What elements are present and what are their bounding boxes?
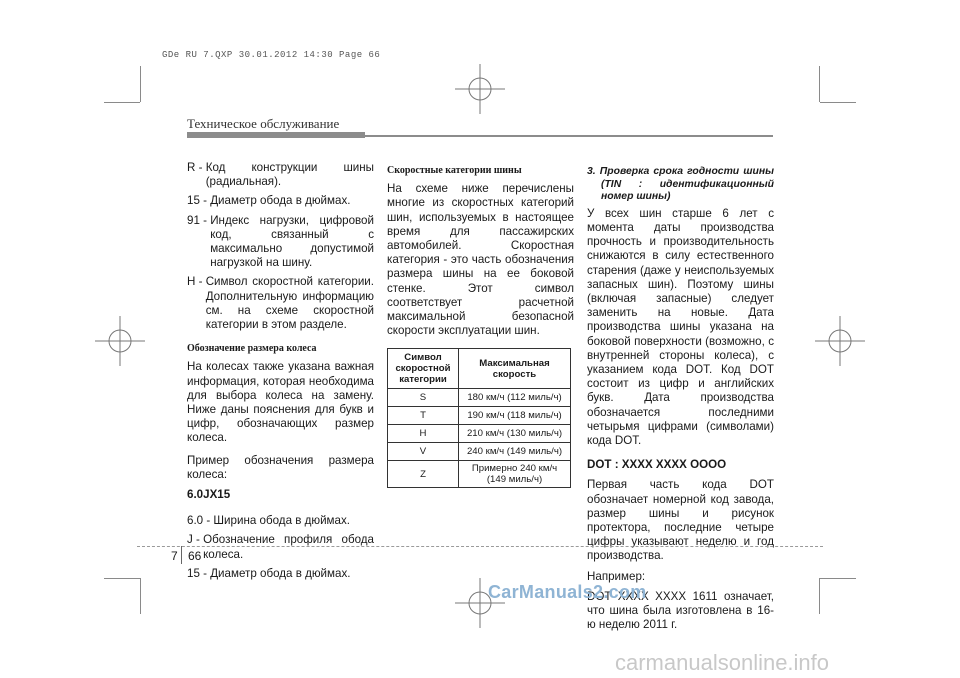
list-item: 91 - Индекс нагрузки, цифровой код, связанный с максимально допустимой нагрузкой на шину. — [187, 213, 374, 270]
column-middle — [387, 164, 574, 488]
subheading-speed-ratings: Скоростные категории шины — [387, 165, 522, 176]
paragraph: Пример обозначения размера колеса: — [187, 453, 374, 481]
crop-mark — [140, 578, 141, 614]
header-bar — [187, 132, 365, 138]
crop-mark — [819, 578, 820, 614]
table-row: V 240 км/ч (149 миль/ч) — [388, 443, 571, 461]
table-header-row — [388, 349, 571, 389]
list-item: R - Код конструкции шины (радиальная). — [187, 161, 374, 189]
subheading-tin: 3. Проверка срока годности шины (TIN : идентификационный номер шины) — [587, 166, 774, 203]
table-row: H 210 км/ч (130 миль/ч) — [388, 425, 571, 443]
crop-mark — [140, 66, 141, 102]
table-header: Максимальная скорость — [459, 349, 571, 389]
paragraph: На схеме ниже перечислены многие из скоростных категорий шин, используемых в настоящее время для пассажирских автомобилей. Скоростная категория - это часть обозначения размера шины на ее боковой стенке. Этот символ соответствует расчетной максимальной безопасной скорости эксплуатации шин. — [387, 182, 574, 338]
paragraph: Первая часть кода DOT обозначает номерной код завода, размер шины и рисунок протектора, последние четыре цифры указывают неделю и год производства. — [587, 478, 774, 563]
page-number: 66 — [188, 549, 202, 563]
registration-mark-icon — [455, 64, 505, 114]
list-item: 15 - Диаметр обода в дюймах. — [187, 194, 351, 208]
paragraph: DOT XXXX XXXX 1611 означает, что шина была изготовлена в 16-ю неделю 2011 г. — [587, 589, 774, 632]
table-row: T 190 км/ч (118 миль/ч) — [388, 407, 571, 425]
table-row: Z Примерно 240 км/ч (149 миль/ч) — [388, 461, 571, 488]
table-row: S 180 км/ч (112 миль/ч) — [388, 389, 571, 407]
table-header: Символ скоростной категории — [388, 349, 459, 389]
brand-watermark: CarManuals2.com — [488, 582, 647, 602]
registration-mark-icon — [95, 316, 145, 366]
wheel-size-example: 6.0JX15 — [187, 488, 231, 502]
paragraph: Например: — [587, 569, 646, 583]
column-right — [587, 166, 774, 638]
crop-mark — [104, 102, 140, 103]
list-item: 6.0 - Ширина обода в дюймах. — [187, 514, 350, 528]
print-slug: GDe RU 7.QXP 30.01.2012 14:30 Page 66 — [162, 50, 381, 60]
speed-rating-table — [387, 348, 571, 488]
list-item: J - Обозначение профиля обода колеса. — [187, 533, 374, 561]
registration-mark-icon — [815, 316, 865, 366]
section-title: Техническое обслуживание — [187, 116, 340, 131]
footer-divider — [181, 546, 182, 564]
crop-mark — [820, 578, 856, 579]
paragraph: На колесах также указана важная информация, которая необходима для выбора колеса на замену. Ниже даны пояснения для букв и цифр, обозначающих размер колеса. — [187, 360, 374, 445]
chapter-number: 7 — [171, 549, 178, 563]
crop-mark — [104, 578, 140, 579]
paragraph: У всех шин старше 6 лет с момента даты производства прочность и производительность снижаются в силу естественного старения (даже у неиспользуемых запасных шин). Поэтому шины (включая запасные) следует заменить на новые. Дата производства шины указана на боковой поверхности (возможно, с внутренней стороны колеса), с указанием кода DOT. Код DOT состоит из цифр и английских букв. Дата производства обозначается последними четырьмя цифрами (символами) кода DOT. — [587, 206, 774, 448]
crop-mark — [820, 102, 856, 103]
footer-rule — [137, 546, 823, 547]
crop-mark — [819, 66, 820, 102]
dot-code-format: DOT : XXXX XXXX OOOO — [587, 458, 727, 472]
list-item: 15 - Диаметр обода в дюймах. — [187, 566, 351, 580]
list-item: H - Символ скоростной категории. Дополнительную информацию см. на схеме скоростной категории в этом разделе. — [187, 275, 374, 332]
column-left — [187, 161, 374, 586]
subheading-wheel-size: Обозначение размера колеса — [187, 343, 317, 355]
url-watermark: carmanualsonline.info — [615, 650, 830, 675]
